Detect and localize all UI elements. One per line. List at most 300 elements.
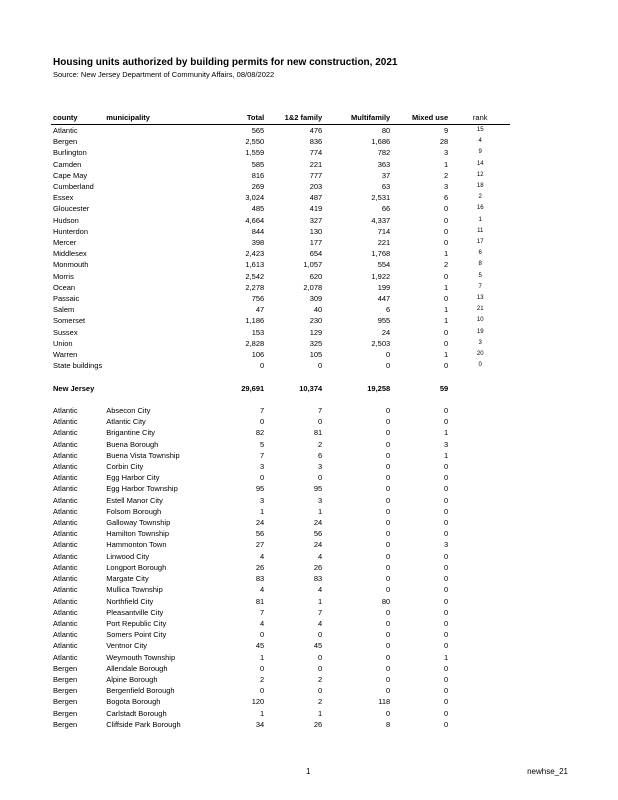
county-name: Sussex	[53, 327, 78, 337]
mixed-use-cell: 9	[444, 126, 449, 135]
county-name: Atlantic	[53, 596, 78, 606]
family-cell: 4	[318, 618, 323, 628]
family-cell: 2,078	[303, 282, 323, 292]
total-cell: 5	[260, 439, 265, 449]
multifamily-cell: 37	[381, 170, 391, 180]
rank-cell: 1	[478, 216, 482, 223]
rank-cell	[450, 551, 510, 562]
municipality-row	[51, 618, 510, 629]
multifamily-cell: 1,768	[371, 249, 391, 259]
municipality-row	[51, 573, 510, 584]
family-cell: 81	[313, 428, 323, 438]
multifamily-cell: 0	[386, 462, 391, 472]
county-row	[51, 170, 510, 181]
municipality-row	[51, 495, 510, 506]
county-name: Hudson	[53, 215, 79, 225]
municipality-row	[51, 685, 510, 696]
municipality-row	[51, 674, 510, 685]
municipality-cell	[104, 125, 214, 137]
municipality-row	[51, 719, 510, 730]
spacer-cell	[51, 371, 510, 382]
family-cell: 419	[309, 204, 323, 214]
rank-cell	[450, 652, 510, 663]
multifamily-cell: 0	[386, 674, 391, 684]
county-row	[51, 282, 510, 293]
total-cell: 1,613	[245, 260, 265, 270]
multifamily-cell: 66	[381, 204, 391, 214]
total-cell: 398	[251, 238, 265, 248]
mixed-use-cell: 0	[444, 473, 449, 483]
col-multifamily: Multifamily	[324, 112, 392, 125]
county-name: Atlantic	[53, 406, 78, 416]
county-name: Atlantic	[53, 585, 78, 595]
total-cell: 0	[260, 686, 265, 696]
multifamily-cell: 0	[386, 641, 391, 651]
source-note: Source: New Jersey Department of Community Affairs, 08/08/2022	[53, 70, 275, 79]
municipality-cell	[104, 215, 214, 226]
multifamily-cell: 2,503	[371, 338, 391, 348]
multifamily-cell: 80	[381, 596, 391, 606]
municipality-cell	[104, 282, 214, 293]
rank-cell	[450, 495, 510, 506]
rank-cell: 15	[476, 127, 484, 133]
family-cell: 26	[313, 719, 323, 729]
family-cell: 7	[318, 406, 323, 416]
rank-cell: 17	[476, 239, 484, 246]
municipality-row	[51, 461, 510, 472]
county-name: Bergen	[53, 697, 78, 707]
total-cell: 47	[255, 305, 265, 315]
total-cell: 7	[260, 607, 265, 617]
mixed-use-cell: 0	[444, 574, 449, 584]
municipality-row	[51, 483, 510, 494]
total-cell: 45	[255, 641, 265, 651]
municipality-name: Weymouth Township	[106, 652, 176, 662]
family-cell: 0	[318, 686, 323, 696]
multifamily-cell: 0	[386, 630, 391, 640]
mixed-use-cell: 0	[444, 641, 449, 651]
municipality-name: Linwood City	[106, 551, 150, 561]
county-name: Bergen	[53, 674, 78, 684]
municipality-name: Buena Vista Township	[106, 450, 180, 460]
county-name: Somerset	[53, 316, 86, 326]
family-cell: 2	[318, 674, 323, 684]
county-row	[51, 237, 510, 248]
municipality-cell	[104, 327, 214, 338]
family-cell: 45	[313, 641, 323, 651]
multifamily-cell: 24	[381, 327, 391, 337]
municipality-row	[51, 607, 510, 618]
county-name: Bergen	[53, 719, 78, 729]
municipality-name: Absecon City	[106, 406, 151, 416]
rank-cell: 6	[478, 250, 482, 257]
municipality-row	[51, 562, 510, 573]
multifamily-cell: 447	[377, 294, 391, 304]
county-name: Cape May	[53, 170, 88, 180]
total-cell: 2,550	[245, 137, 265, 147]
total-cell: 81	[255, 596, 265, 606]
county-name: Atlantic	[53, 630, 78, 640]
rank-cell	[450, 461, 510, 472]
housing-permits-table	[51, 112, 510, 730]
municipality-row	[51, 427, 510, 438]
family-cell: 0	[318, 473, 323, 483]
county-row	[51, 125, 510, 137]
municipality-name: Corbin City	[106, 462, 144, 472]
rank-cell: 20	[476, 351, 484, 358]
mixed-use-cell: 3	[444, 439, 449, 449]
multifamily-cell: 6	[386, 305, 391, 315]
county-row	[51, 203, 510, 214]
rank-cell	[450, 528, 510, 539]
family-cell: 203	[309, 182, 323, 192]
total-cell: 3	[260, 495, 265, 505]
total-cell: 0	[260, 361, 265, 371]
county-name: Cumberland	[53, 182, 94, 192]
rank-cell: 16	[476, 205, 484, 212]
total-cell: 56	[255, 529, 265, 539]
municipality-row	[51, 652, 510, 663]
mixed-use-cell: 1	[444, 282, 449, 292]
mixed-use-cell: 0	[444, 226, 449, 236]
municipality-row	[51, 528, 510, 539]
col-mixed-use: Mixed use	[392, 112, 450, 125]
municipality-cell	[104, 203, 214, 214]
multifamily-cell: 0	[386, 540, 391, 550]
municipality-row	[51, 506, 510, 517]
mixed-use-cell: 0	[444, 204, 449, 214]
family-cell: 3	[318, 462, 323, 472]
multifamily-cell: 782	[377, 148, 391, 158]
mixed-use-cell: 0	[444, 238, 449, 248]
municipality-cell	[104, 147, 214, 158]
multifamily-cell: 0	[386, 585, 391, 595]
county-name: Atlantic	[53, 450, 78, 460]
municipality-cell	[104, 259, 214, 270]
multifamily-cell: 0	[386, 652, 391, 662]
multifamily-cell: 4,337	[371, 215, 391, 225]
rank-cell: 0	[478, 362, 482, 369]
mixed-use-cell: 2	[444, 260, 449, 270]
multifamily-cell: 0	[386, 574, 391, 584]
municipality-cell	[104, 360, 214, 371]
family-cell: 0	[318, 630, 323, 640]
multifamily-cell: 0	[386, 551, 391, 561]
county-name: Hunterdon	[53, 226, 89, 236]
multifamily-cell: 955	[377, 316, 391, 326]
multifamily-cell: 0	[386, 708, 391, 718]
county-row	[51, 248, 510, 259]
mixed-use-cell: 0	[444, 663, 449, 673]
page-number: 1	[306, 767, 311, 776]
rank-cell	[450, 383, 510, 394]
county-name: Atlantic	[53, 574, 78, 584]
mixed-use-cell: 0	[444, 361, 449, 371]
county-name: Atlantic	[53, 618, 78, 628]
municipality-row	[51, 696, 510, 707]
spacer-row	[51, 371, 510, 382]
mixed-use-cell: 0	[444, 271, 449, 281]
county-row	[51, 360, 510, 371]
col-1-2-family: 1&2 family	[266, 112, 324, 125]
county-row	[51, 136, 510, 147]
municipality-name: Ventnor City	[106, 641, 148, 651]
county-row	[51, 147, 510, 158]
county-row	[51, 349, 510, 360]
family-cell: 325	[309, 338, 323, 348]
municipality-row	[51, 416, 510, 427]
multifamily-cell: 0	[386, 450, 391, 460]
rank-cell	[450, 483, 510, 494]
total-cell: 3	[260, 462, 265, 472]
county-row	[51, 159, 510, 170]
municipality-name: Hamilton Township	[106, 529, 170, 539]
rank-cell: 3	[478, 339, 482, 346]
multifamily-cell: 0	[386, 663, 391, 673]
family-cell: 95	[313, 484, 323, 494]
county-name: Atlantic	[53, 652, 78, 662]
county-row	[51, 259, 510, 270]
municipality-name: Pleasantville City	[106, 607, 164, 617]
rank-cell	[450, 685, 510, 696]
mixed-use-cell: 0	[444, 495, 449, 505]
rank-cell	[450, 427, 510, 438]
municipality-cell	[104, 192, 214, 203]
family-cell: 0	[318, 663, 323, 673]
multifamily-cell: 0	[386, 428, 391, 438]
total-cell: 2,423	[245, 249, 265, 259]
municipality-row	[51, 539, 510, 550]
municipality-cell	[104, 237, 214, 248]
multifamily-cell: 0	[386, 473, 391, 483]
table-header-row	[51, 112, 510, 125]
multifamily-cell: 0	[386, 686, 391, 696]
multifamily-cell: 0	[386, 607, 391, 617]
mixed-use-cell: 0	[444, 327, 449, 337]
family-cell: 7	[318, 607, 323, 617]
total-cell: 585	[251, 159, 265, 169]
county-name: Atlantic	[53, 506, 78, 516]
municipality-cell	[104, 226, 214, 237]
county-row	[51, 293, 510, 304]
county-name: Camden	[53, 159, 82, 169]
municipality-row	[51, 663, 510, 674]
county-name: Atlantic	[53, 428, 78, 438]
family-cell: 40	[313, 305, 323, 315]
family-cell: 56	[313, 529, 323, 539]
municipality-name: Atlantic City	[106, 417, 146, 427]
rank-cell	[450, 517, 510, 528]
county-name: Atlantic	[53, 473, 78, 483]
municipality-cell	[104, 315, 214, 326]
family-cell: 2	[318, 697, 323, 707]
family-cell: 774	[309, 148, 323, 158]
multifamily-cell: 0	[386, 417, 391, 427]
municipality-cell	[104, 159, 214, 170]
multifamily-cell: 199	[377, 282, 391, 292]
county-name: Monmouth	[53, 260, 89, 270]
family-cell: 230	[309, 316, 323, 326]
multifamily-cell: 0	[386, 495, 391, 505]
mixed-use-cell: 0	[444, 529, 449, 539]
total-cell: 4,664	[245, 215, 265, 225]
municipality-name: Egg Harbor City	[106, 473, 160, 483]
county-name: Bergen	[53, 686, 78, 696]
rank-cell	[450, 439, 510, 450]
rank-cell	[450, 539, 510, 550]
family-cell: 1,057	[303, 260, 323, 270]
mixed-use-cell: 1	[444, 316, 449, 326]
total-cell: 4	[260, 618, 265, 628]
county-name: Bergen	[53, 663, 78, 673]
county-name: Atlantic	[53, 495, 78, 505]
mixed-use-cell: 0	[444, 708, 449, 718]
municipality-row	[51, 439, 510, 450]
family-cell: 177	[309, 238, 323, 248]
mixed-use-cell: 0	[444, 562, 449, 572]
col-county: county	[51, 112, 104, 125]
rank-cell: 2	[478, 194, 482, 201]
family-cell: 620	[309, 271, 323, 281]
total-cell: 1	[260, 506, 265, 516]
municipality-name: Folsom Borough	[106, 506, 162, 516]
multifamily-cell: 8	[386, 719, 391, 729]
total-cell: 4	[260, 551, 265, 561]
multifamily-cell: 0	[386, 518, 391, 528]
total-cell: 485	[251, 204, 265, 214]
municipality-name: Margate City	[106, 574, 149, 584]
mixed-use-cell: 0	[444, 618, 449, 628]
municipality-row	[51, 405, 510, 416]
municipality-row	[51, 450, 510, 461]
county-name: Ocean	[53, 282, 76, 292]
total-cell: 7	[260, 450, 265, 460]
mixed-use-cell: 3	[444, 540, 449, 550]
mixed-use-cell: 0	[444, 697, 449, 707]
multifamily-cell: 554	[377, 260, 391, 270]
rank-cell: 18	[476, 183, 484, 190]
multifamily-cell: 0	[386, 406, 391, 416]
municipality-cell	[104, 170, 214, 181]
county-name: Bergen	[53, 137, 78, 147]
family-cell: 0	[318, 417, 323, 427]
county-name: Atlantic	[53, 529, 78, 539]
rank-cell	[450, 618, 510, 629]
multifamily-cell: 0	[386, 439, 391, 449]
multifamily-cell: 0	[386, 562, 391, 572]
total-cell: 0	[260, 663, 265, 673]
family-cell: 105	[309, 350, 323, 360]
family-cell: 487	[309, 193, 323, 203]
municipality-cell	[104, 304, 214, 315]
family-cell: 3	[318, 495, 323, 505]
county-row	[51, 181, 510, 192]
rank-cell	[450, 640, 510, 651]
spacer-row	[51, 394, 510, 405]
family-cell: 83	[313, 574, 323, 584]
mixed-use-cell: 59	[439, 383, 449, 393]
rank-cell	[450, 562, 510, 573]
mixed-use-cell: 1	[444, 450, 449, 460]
municipality-cell	[104, 271, 214, 282]
municipality-row	[51, 708, 510, 719]
family-cell: 6	[318, 450, 323, 460]
family-cell: 129	[309, 327, 323, 337]
county-row	[51, 304, 510, 315]
total-cell: 2,542	[245, 271, 265, 281]
total-cell: 1,186	[245, 316, 265, 326]
county-row	[51, 192, 510, 203]
state-name: New Jersey	[53, 383, 95, 393]
rank-cell	[450, 472, 510, 483]
county-name: Atlantic	[53, 417, 78, 427]
col-rank: rank	[450, 112, 510, 125]
total-cell: 0	[260, 417, 265, 427]
family-cell: 10,374	[299, 383, 323, 393]
rank-cell	[450, 573, 510, 584]
mixed-use-cell: 3	[444, 182, 449, 192]
family-cell: 26	[313, 562, 323, 572]
total-cell: 1	[260, 708, 265, 718]
rank-cell	[450, 506, 510, 517]
total-cell: 106	[251, 350, 265, 360]
mixed-use-cell: 0	[444, 596, 449, 606]
total-cell: 120	[251, 697, 265, 707]
municipality-cell	[104, 136, 214, 147]
mixed-use-cell: 0	[444, 462, 449, 472]
family-cell: 221	[309, 159, 323, 169]
rank-cell	[450, 405, 510, 416]
family-cell: 130	[309, 226, 323, 236]
total-cell: 3,024	[245, 193, 265, 203]
municipality-row	[51, 596, 510, 607]
county-name: Atlantic	[53, 562, 78, 572]
municipality-row	[51, 472, 510, 483]
county-name: Atlantic	[53, 462, 78, 472]
county-row	[51, 215, 510, 226]
municipality-cell	[104, 349, 214, 360]
county-name: Essex	[53, 193, 74, 203]
family-cell: 24	[313, 518, 323, 528]
municipality-name: Galloway Township	[106, 518, 171, 528]
municipality-name: Mullica Township	[106, 585, 163, 595]
municipality-cell	[104, 248, 214, 259]
mixed-use-cell: 1	[444, 249, 449, 259]
family-cell: 327	[309, 215, 323, 225]
rank-cell: 7	[478, 283, 482, 290]
rank-cell: 8	[478, 261, 482, 268]
total-cell: 1	[260, 652, 265, 662]
multifamily-cell: 2,531	[371, 193, 391, 203]
total-cell: 7	[260, 406, 265, 416]
county-name: Warren	[53, 350, 78, 360]
total-cell: 34	[255, 719, 265, 729]
mixed-use-cell: 0	[444, 294, 449, 304]
county-row	[51, 271, 510, 282]
mixed-use-cell: 1	[444, 159, 449, 169]
family-cell: 836	[309, 137, 323, 147]
rank-cell	[450, 607, 510, 618]
mixed-use-cell: 1	[444, 428, 449, 438]
multifamily-cell: 0	[386, 618, 391, 628]
rank-cell	[450, 674, 510, 685]
total-cell: 756	[251, 294, 265, 304]
municipality-name: Buena Borough	[106, 439, 159, 449]
county-name: Union	[53, 338, 73, 348]
municipality-name: Hammonton Town	[106, 540, 167, 550]
family-cell: 1	[318, 708, 323, 718]
municipality-name: Allendale Borough	[106, 663, 168, 673]
